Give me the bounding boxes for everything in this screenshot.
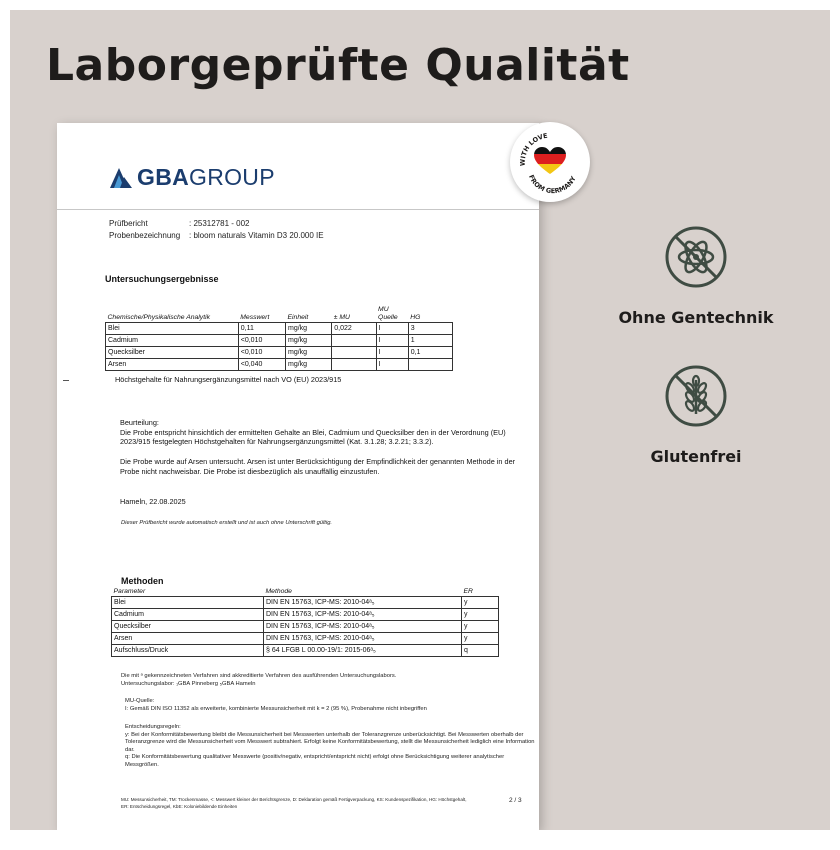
- product-banner: [10, 10, 830, 830]
- accreditation-note: Die mit ᵃ gekennzeichneten Verfahren sind akkreditierte Verfahren des ausführenden Untersuchungslabors. Untersuchungslabor: ₁GBA Pinneberg ₅GBA Hameln: [121, 673, 397, 687]
- hg-note: Höchstgehalte für Nahrungsergänzungsmittel nach VO (EU) 2023/915: [115, 375, 342, 384]
- report-footer: MU: Messunsicherheit, TM: Trockenmasse, <: Messwert kleiner der Berichtsgrenze, D: Deklaration gemäß Fertigverpackung, KS: Kundenspezifikation, HG: Höchstgehalt, ER: Entscheidungsregel, KbE: Koloniebildende Einheiten: [121, 797, 467, 809]
- methods-title: Methoden: [121, 576, 164, 586]
- results-title: Untersuchungsergebnisse: [105, 274, 219, 284]
- results-table: [105, 306, 453, 371]
- methods-table: [111, 588, 499, 657]
- badge-text-bottom: FROM GERMANY: [527, 173, 578, 196]
- mu-source: MU-Quelle: I: Gemäß DIN ISO 11352 als erweiterte, kombinierte Messunsicherheit mit k = 2 (95 %), Probenahme nicht inbegriffen: [125, 698, 427, 712]
- assessment: Beurteilung: Die Probe entspricht hinsichtlich der ermittelten Gehalte an Blei, Cadmium und Quecksilber den in der Verordnung (EU) 2023/915 festgelegten Höchstgehalten für Nahrungsergänzungsmittel (Kat. 3.1.28; 3.2.21; 3.3.2).: [120, 418, 506, 446]
- feature-label: Ohne Gentechnik: [618, 308, 774, 327]
- headline: Laborgeprüfte Qualität: [46, 40, 630, 91]
- wheat-crossed-icon: [664, 364, 728, 428]
- gba-group-logo: [109, 164, 275, 191]
- header-divider: [57, 209, 539, 210]
- badge-text-top: WITH LOVE: [518, 131, 549, 167]
- gba-logo-icon: [109, 167, 133, 189]
- table-row: Blei 0,11 mg/kg 0,022 I 3: [106, 323, 453, 335]
- logo-text: GBAGROUP: [137, 164, 275, 190]
- results-header-row: Chemische/Physikalische Analytik Messwert Einheit ± MU MU Quelle HG: [107, 306, 421, 321]
- badge-graphic: [510, 122, 590, 202]
- page-number: 2 / 3: [509, 797, 522, 804]
- table-row: Cadmium DIN EN 15763, ICP-MS: 2010-04ᵃ₅ y: [112, 609, 499, 621]
- report-meta: [109, 218, 324, 242]
- table-row: Quecksilber <0,010 mg/kg I 0,1: [106, 347, 453, 359]
- table-row: Aufschluss/Druck § 64 LFGB L 00.00-19/1: 2015-06ᵃ₅ q: [112, 645, 499, 657]
- feature-gluten-free: [596, 364, 796, 466]
- methods-header-row: Parameter Methode ER: [112, 588, 499, 597]
- made-in-germany-badge: [510, 122, 590, 202]
- svg-text:FROM GERMANY: [527, 174, 578, 196]
- feature-no-gmo: [596, 225, 796, 327]
- table-row: Blei DIN EN 15763, ICP-MS: 2010-04ᵃ₅ y: [112, 597, 499, 609]
- margin-mark: [63, 380, 69, 381]
- meta-row: Prüfbericht : 25312781 - 002: [109, 219, 250, 228]
- table-row: Arsen <0,040 mg/kg I: [106, 359, 453, 371]
- atom-crossed-icon: [664, 225, 728, 289]
- meta-row: Probenbezeichnung : bloom naturals Vitamin D3 20.000 IE: [109, 231, 324, 240]
- table-row: Arsen DIN EN 15763, ICP-MS: 2010-04ᵃ₅ y: [112, 633, 499, 645]
- table-row: Cadmium <0,010 mg/kg I 1: [106, 335, 453, 347]
- arsenic-paragraph: Die Probe wurde auf Arsen untersucht. Arsen ist unter Berücksichtigung der Empfindlichkeit der genannten Methode in der Probe nicht nachweisbar. Die Probe ist diesbezüglich als unauffällig einzustufen.: [120, 457, 516, 476]
- table-row: Quecksilber DIN EN 15763, ICP-MS: 2010-04ᵃ₅ y: [112, 621, 499, 633]
- feature-label: Glutenfrei: [650, 447, 742, 466]
- lab-report-document: [57, 123, 539, 830]
- place-date: Hameln, 22.08.2025: [120, 497, 186, 506]
- german-flag-heart-icon: [530, 144, 570, 176]
- auto-generated-note: Dieser Prüfbericht wurde automatisch erstellt und ist auch ohne Unterschrift gültig.: [121, 520, 333, 526]
- decision-rules: Entscheidungsregeln: y: Bei der Konformitätsbewertung bleibt die Messunsicherheit bei Messwerten unterhalb der Toleranzgrenze unberücksichtigt. Bei Messwerten oberhalb der Toleranzgrenze wird die Messunsicherheit vom Messwert subtrahiert. Erfolgt keine Konformitätsbewertung, stellt die Messunsicherheit lediglich eine Information dar. q: Die Konformitätsbewertung qualitativer Messwerte (positiv/negativ, entspricht/entspricht nicht) erfolgt ohne Berücksichtigung weiterer analytischer Messgrößen.: [125, 724, 535, 768]
